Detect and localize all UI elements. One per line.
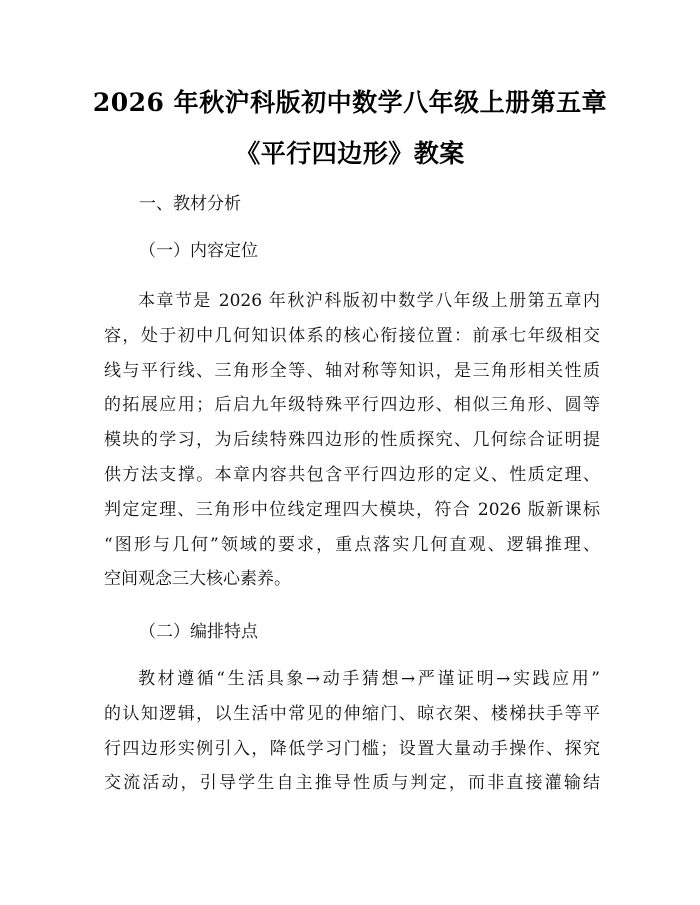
paragraph-line: 线与平行线、三角形全等、轴对称等知识，是三角形相关性质: [104, 360, 600, 381]
paragraph-line: 的认知逻辑，以生活中常见的伸缩门、晾衣架、楼梯扶手等平: [104, 703, 600, 724]
subsection-heading-arrangement-features: （二）编排特点: [139, 622, 258, 642]
document-title-line-1: 2026 年秋沪科版初中数学八年级上册第五章: [92, 88, 608, 117]
paragraph-arrangement-features: [104, 662, 600, 801]
paragraph-line: 容，处于初中几何知识体系的核心衔接位置：前承七年级相交: [104, 325, 600, 346]
paragraph-line: 教材遵循“生活具象→动手猜想→严谨证明→实践应用”: [138, 669, 600, 689]
document-title-line-2: 《平行四边形》教案: [235, 139, 465, 168]
paragraph-line: 的拓展应用；后启九年级特殊平行四边形、相似三角形、圆等: [104, 395, 600, 416]
paragraph-line: 供方法支撑。本章内容共包含平行四边形的定义、性质定理、: [104, 464, 600, 485]
paragraph-line: “图形与几何”领域的要求，重点落实几何直观、逻辑推理、: [104, 534, 600, 555]
paragraph-line: 判定定理、三角形中位线定理四大模块，符合 2026 版新课标: [104, 499, 600, 520]
paragraph-content-positioning: [104, 284, 600, 597]
paragraph-line: 本章节是 2026 年秋沪科版初中数学八年级上册第五章内: [138, 291, 600, 311]
subsection-heading-content-positioning: （一）内容定位: [139, 241, 258, 261]
paragraph-line: 交流活动，引导学生自主推导性质与判定，而非直接灌输结: [104, 773, 600, 794]
paragraph-line: 空间观念三大核心素养。: [104, 569, 291, 590]
section-heading-textbook-analysis: 一、教材分析: [139, 194, 241, 214]
paragraph-line: 行四边形实例引入，降低学习门槛；设置大量动手操作、探究: [104, 738, 600, 759]
paragraph-line: 模块的学习，为后续特殊四边形的性质探究、几何综合证明提: [104, 430, 600, 451]
